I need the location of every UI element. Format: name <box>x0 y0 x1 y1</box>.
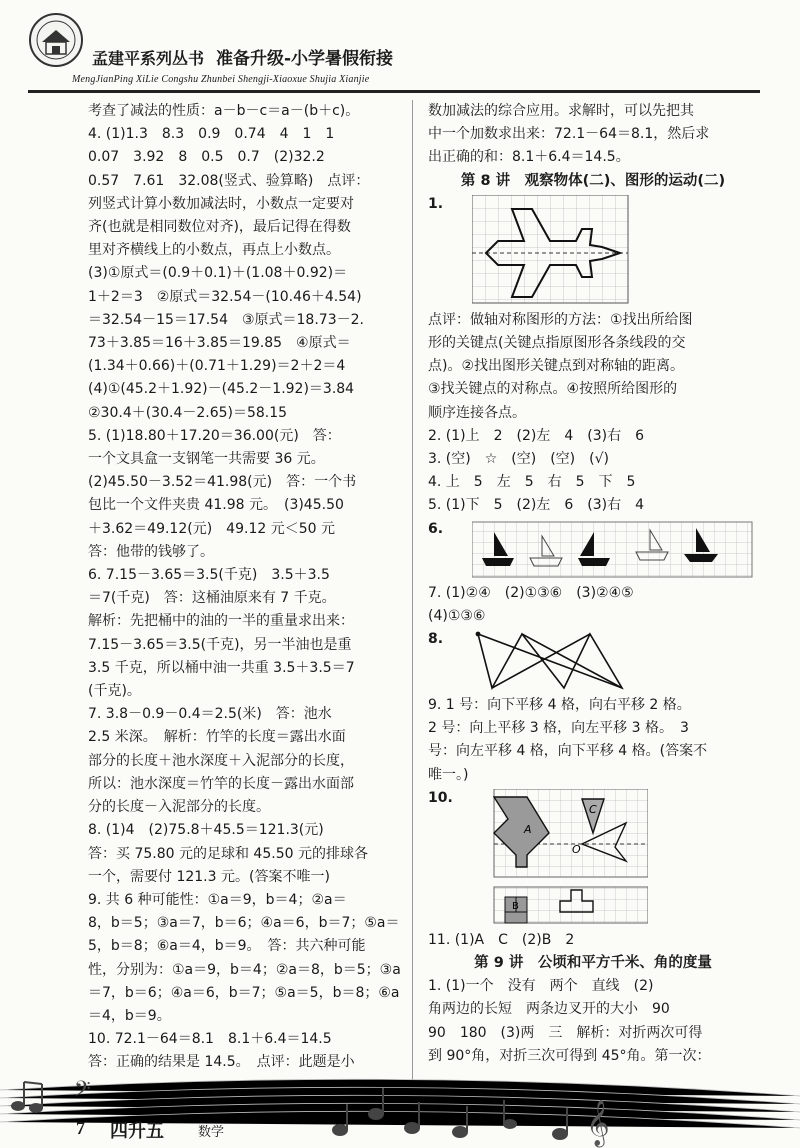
text-line: 里对齐横线上的小数点，再点上小数点。 <box>88 242 340 259</box>
text-line: ＝7(千克) 答：这桶油原来有 7 千克。 <box>88 590 336 607</box>
text-line: 唯一。) <box>428 766 469 783</box>
text-line: 8，b＝5；③a＝7，b＝6；④a＝6，b＝7；⑤a＝ <box>88 915 400 932</box>
q1-figure-block <box>428 193 758 309</box>
text-line: 到 90°角，对折三次可得到 45°角。第一次： <box>428 1047 711 1064</box>
publisher-logo-icon <box>28 12 84 68</box>
text-line: 0.57 7.61 32.08(竖式、验算略) 点评： <box>88 172 370 189</box>
page-number-value: 7 <box>76 1118 85 1138</box>
text-line: 4. 上 5 左 5 右 5 下 5 <box>428 474 636 491</box>
text-line: 7. 3.8－0.9－0.4＝2.5(米) 答：池水 <box>88 706 332 723</box>
pinyin-subtitle: MengJianPing XiLie Congshu Zhunbei Shengji-Xiaoxue Shujia Xianjie <box>72 74 370 85</box>
text-line: 8. (1)4 (2)75.8＋45.5＝121.3(元) <box>88 822 324 839</box>
text-line: 点)。②找出图形关键点到对称轴的距离。 <box>428 358 685 375</box>
text-line: 分的长度－入泥部分的长度。 <box>88 799 270 816</box>
text-line: 列竖式计算小数加减法时，小数点一定要对 <box>88 195 354 212</box>
text-line: (4)①(45.2＋1.92)－(45.2－1.92)＝3.84 <box>88 381 355 398</box>
text-line: 7. (1)②④ (2)①③⑥ (3)②④⑤ <box>428 584 634 601</box>
text-line: 部分的长度＋池水深度＋入泥部分的长度， <box>88 752 354 769</box>
left-column <box>88 100 402 1075</box>
text-line: 号：向左平移 4 格，向下平移 4 格。(答案不 <box>428 743 708 760</box>
text-line: 一个，需要付 121.3 元。(答案不唯一) <box>88 868 330 885</box>
text-line: 5. (1)18.80＋17.20＝36.00(元) 答： <box>88 427 341 444</box>
text-line: 9. 共 6 种可能性：①a＝9，b＝4；②a＝ <box>88 891 347 908</box>
q6-number: 6. <box>428 520 444 537</box>
text-line: 5，b＝8；⑥a＝4，b＝9。 答：共六种可能 <box>88 938 366 955</box>
q8-figure-block <box>428 628 758 694</box>
q10-number: 10. <box>428 789 453 806</box>
text-line: (4)①③⑥ <box>428 607 486 624</box>
header-rule <box>28 90 760 93</box>
text-line: 3.5 千克，所以桶中油一共重 3.5＋3.5＝7 <box>88 659 355 676</box>
text-line: (千克)。 <box>88 683 141 700</box>
text-line: 数加减法的综合应用。求解时，可以先把其 <box>428 103 694 119</box>
svg-text:𝄢: 𝄢 <box>74 1077 91 1107</box>
text-line: 顺序连接各点。 <box>428 404 526 421</box>
boats-figure <box>472 520 754 580</box>
page-number <box>76 1118 85 1139</box>
text-line: 点评：做轴对称图形的方法：①找出所给图 <box>428 311 693 328</box>
text-line: 73＋3.85＝16＋3.85＝19.85 ④原式＝ <box>88 335 351 352</box>
svg-text:𝄞: 𝄞 <box>586 1100 610 1146</box>
label-b: B <box>512 900 519 912</box>
section-heading-9: 第 9 讲 公顷和平方千米、角的度量 <box>474 955 712 972</box>
text-line: 2. (1)上 2 (2)左 4 (3)右 6 <box>428 427 645 444</box>
text-line: ＝4，b＝9。 <box>88 1007 171 1024</box>
label-c: C <box>589 802 597 816</box>
text-line: 齐(也就是相同数位对齐)，最后记得在得数 <box>88 219 351 236</box>
text-line: 所以：池水深度＝竹竿的长度－露出水面部 <box>88 775 354 792</box>
text-line: ＝32.54－15＝17.54 ③原式＝18.73－2. <box>88 311 364 328</box>
text-line: 中一个加数求出来：72.1－64＝8.1，然后求 <box>428 126 710 143</box>
q1-number: 1. <box>428 195 444 212</box>
text-line: (3)①原式＝(0.9＋0.1)＋(1.08＋0.92)＝ <box>88 265 348 282</box>
column-divider <box>412 100 413 1080</box>
text-line: 答：他带的钱够了。 <box>88 543 214 560</box>
text-line: 9. 1 号：向下平移 4 格，向右平移 2 格。 <box>428 697 691 714</box>
text-line: 一个文具盒一支钢笔一共需要 36 元。 <box>88 451 325 468</box>
text-line: 5. (1)下 5 (2)左 6 (3)右 4 <box>428 497 645 514</box>
series-name: 孟建平系列丛书 <box>92 49 205 68</box>
q10-figure-block <box>428 787 758 929</box>
text-line: 0.07 3.92 8 0.5 0.7 (2)32.2 <box>88 149 325 166</box>
text-line: 性，分别为：①a＝9，b＝4；②a＝8，b＝5；③a <box>88 961 401 978</box>
section-heading-8: 第 8 讲 观察物体(二)、图形的运动(二) <box>460 172 726 189</box>
text-line: 答：买 75.80 元的足球和 45.50 元的排球各 <box>88 845 368 862</box>
grade-label: 四升五 <box>110 1121 164 1142</box>
text-line: ②30.4＋(30.4－2.65)＝58.15 <box>88 404 288 421</box>
airplane-symmetry-figure <box>472 195 632 307</box>
text-line: 6. 7.15－3.65＝3.5(千克) 3.5＋3.5 <box>88 567 330 584</box>
text-line: 角两边的长短 两条边叉开的大小 90 <box>428 1001 670 1018</box>
text-line: 3. (空) ☆ (空) (空) (√) <box>428 451 609 468</box>
text-line: 2 号：向上平移 3 格，向左平移 3 格。 3 <box>428 720 689 737</box>
text-line: 10. 72.1－64＝8.1 8.1＋6.4＝14.5 <box>88 1031 332 1048</box>
text-line: 答：正确的结果是 14.5。 点评：此题是小 <box>88 1054 355 1071</box>
book-title: 准备升级-小学暑假衔接 <box>216 49 394 69</box>
text-line: 1＋2＝3 ②原式＝32.54－(10.46＋4.54) <box>88 288 362 305</box>
text-line: 出正确的和：8.1＋6.4＝14.5。 <box>428 149 630 166</box>
text-line: 解析：先把桶中的油的一半的重量求出来： <box>88 613 354 630</box>
subject-label: 数学 <box>198 1125 225 1140</box>
text-line: 形的关键点(关键点指原图形各条线段的交 <box>428 335 686 352</box>
q6-figure-block <box>428 518 758 582</box>
text-line: 1. (1)一个 没有 两个 直线 (2) <box>428 978 654 995</box>
q8-number: 8. <box>428 631 444 648</box>
line-connection-figure <box>472 630 632 692</box>
text-line: 7.15－3.65＝3.5(千克)，另一半油也是重 <box>88 636 352 653</box>
text-line: (2)45.50－3.52＝41.98(元) 答：一个书 <box>88 474 357 491</box>
text-line: 考查了减法的性质：a－b－c＝a－(b＋c)。 <box>88 103 360 119</box>
text-line: 2.5 米深。 解析：竹竿的长度＝露出水面 <box>88 729 346 746</box>
text-line: 4. (1)1.3 8.3 0.9 0.74 4 1 1 <box>88 126 335 143</box>
label-a: A <box>524 822 532 836</box>
right-column <box>428 100 758 1068</box>
text-line: (1.34＋0.66)＋(0.71＋1.29)＝2＋2＝4 <box>88 358 346 375</box>
text-line: ＋3.62＝49.12(元) 49.12 元＜50 元 <box>88 520 335 537</box>
text-line: ＝7，b＝6；④a＝6，b＝7；⑤a＝5，b＝8；⑥a <box>88 984 400 1001</box>
rotation-figure <box>472 789 648 927</box>
text-line: 90 180 (3)两 三 解析：对折两次可得 <box>428 1024 703 1041</box>
text-line: 包比一个文件夹贵 41.98 元。 (3)45.50 <box>88 497 344 514</box>
text-line: ③找关键点的对称点。④按照所给图形的 <box>428 381 678 398</box>
label-o: O <box>572 842 581 856</box>
text-line: 11. (1)A C (2)B 2 <box>428 931 575 948</box>
